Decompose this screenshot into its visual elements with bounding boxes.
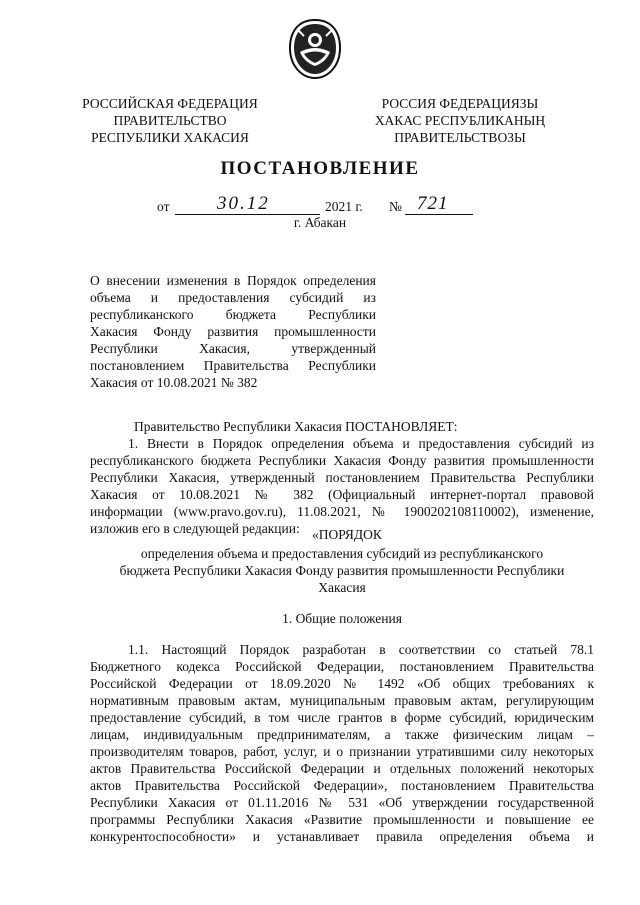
number-sign: № xyxy=(389,199,402,214)
section1-line: нормативным правовым актам, муниципальным правовым актам, регулирующим xyxy=(90,693,594,708)
header-right xyxy=(360,95,560,146)
order-subtitle-line: бюджета Республики Хакасия Фонду развития промышленности Республики xyxy=(119,563,565,578)
item1-line: 1. Внести в Порядок определения объема и предоставления субсидий из xyxy=(128,436,594,451)
date-prefix: от xyxy=(157,199,170,214)
document-title: ПОСТАНОВЛЕНИЕ xyxy=(220,158,420,179)
order-title: «ПОРЯДОК xyxy=(312,527,382,542)
section1-line: программы Республики Хакасия «Развитие промышленности и повышение ее xyxy=(90,812,594,827)
item1-block xyxy=(90,452,594,537)
header-left xyxy=(80,95,260,146)
subject-line: республиканского бюджета Республики xyxy=(90,307,376,322)
header-right-line: ХАКАС РЕСПУБЛИКАНЫҢ xyxy=(374,113,546,128)
header-left-line: ПРАВИТЕЛЬСТВО xyxy=(113,113,227,128)
section1-line: Бюджетного кодекса Российской Федерации, постановлением Правительства xyxy=(90,659,594,674)
subject-line: постановлением Правительства Республики xyxy=(90,358,376,373)
order-subtitle-line: определения объема и предоставления субсидий из республиканского xyxy=(140,546,544,561)
subject-line: Хакасия от 10.08.2021 № 382 xyxy=(90,375,258,390)
section1-line: предоставление субсидий, в том числе грантов в форме субсидий, юридическим xyxy=(90,710,594,725)
section1-first-line-block xyxy=(128,641,594,658)
section1-line: производителям товаров, работ, услуг, и о признании утратившими силу некоторых xyxy=(90,744,594,759)
subject-line: Хакасия Фонду развития промышленности xyxy=(90,324,376,339)
subject-line: объема и предоставления субсидий из xyxy=(90,290,376,305)
subject-line: Республики Хакасия, утвержденный xyxy=(90,341,376,356)
header-left-line: РОССИЙСКАЯ ФЕДЕРАЦИЯ xyxy=(82,96,258,111)
item1-line: изложив его в следующей редакции: xyxy=(90,521,300,536)
item1-line: Республики Хакасия, утвержденный постановлением Правительства Республики xyxy=(90,470,594,485)
item1-line: Хакасия от 10.08.2021 № 382 (Официальный интернет-портал правовой xyxy=(90,487,594,502)
order-subtitle-line: Хакасия xyxy=(318,580,366,595)
section1-line: актов Правительства Российской Федерации и отдельных положений некоторых xyxy=(90,761,594,776)
section1-line: Российской Федерации от 18.09.2020 № 1492 «Об общих требованиях к xyxy=(90,676,594,691)
header-left-line: РЕСПУБЛИКИ ХАКАСИЯ xyxy=(91,130,249,145)
section1-line: актов Правительства Российской Федерации», постановлением Правительства xyxy=(90,778,594,793)
resolution-intro: Правительство Республики Хакасия ПОСТАНОВЛЯЕТ: xyxy=(134,419,458,434)
item1-first-line-block xyxy=(128,435,594,452)
coat-of-arms-emblem xyxy=(286,18,344,80)
section1-line: 1.1. Настоящий Порядок разработан в соответствии со статьей 78.1 xyxy=(128,642,594,657)
section1-line: лицам, индивидуальным предпринимателям, а также физическим лицам – xyxy=(90,727,594,742)
section1-title: 1. Общие положения xyxy=(282,611,402,626)
section1-line: конкурентоспособности» и устанавливает правила определения объема и xyxy=(90,829,594,844)
header-right-line: ПРАВИТЕЛЬСТВОЗЫ xyxy=(394,130,526,145)
date-line xyxy=(157,193,487,215)
city: г. Абакан xyxy=(293,215,347,230)
item1-line: республиканского бюджета Республики Хакасия Фонду развития промышленности xyxy=(90,453,594,468)
handwritten-date: 30.12 xyxy=(217,193,270,214)
order-subtitle xyxy=(90,545,594,596)
section1-block xyxy=(90,658,594,845)
subject-line: О внесении изменения в Порядок определения xyxy=(90,273,376,288)
section1-line: Республики Хакасия от 01.11.2016 № 531 «Об утверждении государственной xyxy=(90,795,594,810)
date-year: 2021 г. xyxy=(325,199,363,214)
subject-block xyxy=(90,272,376,391)
header-right-line: РОССИЯ ФЕДЕРАЦИЯЗЫ xyxy=(381,96,539,111)
handwritten-number: 721 xyxy=(417,193,449,214)
item1-line: информации (www.pravo.gov.ru), 11.08.2021, № 1900202108110002), изменение, xyxy=(90,504,594,519)
